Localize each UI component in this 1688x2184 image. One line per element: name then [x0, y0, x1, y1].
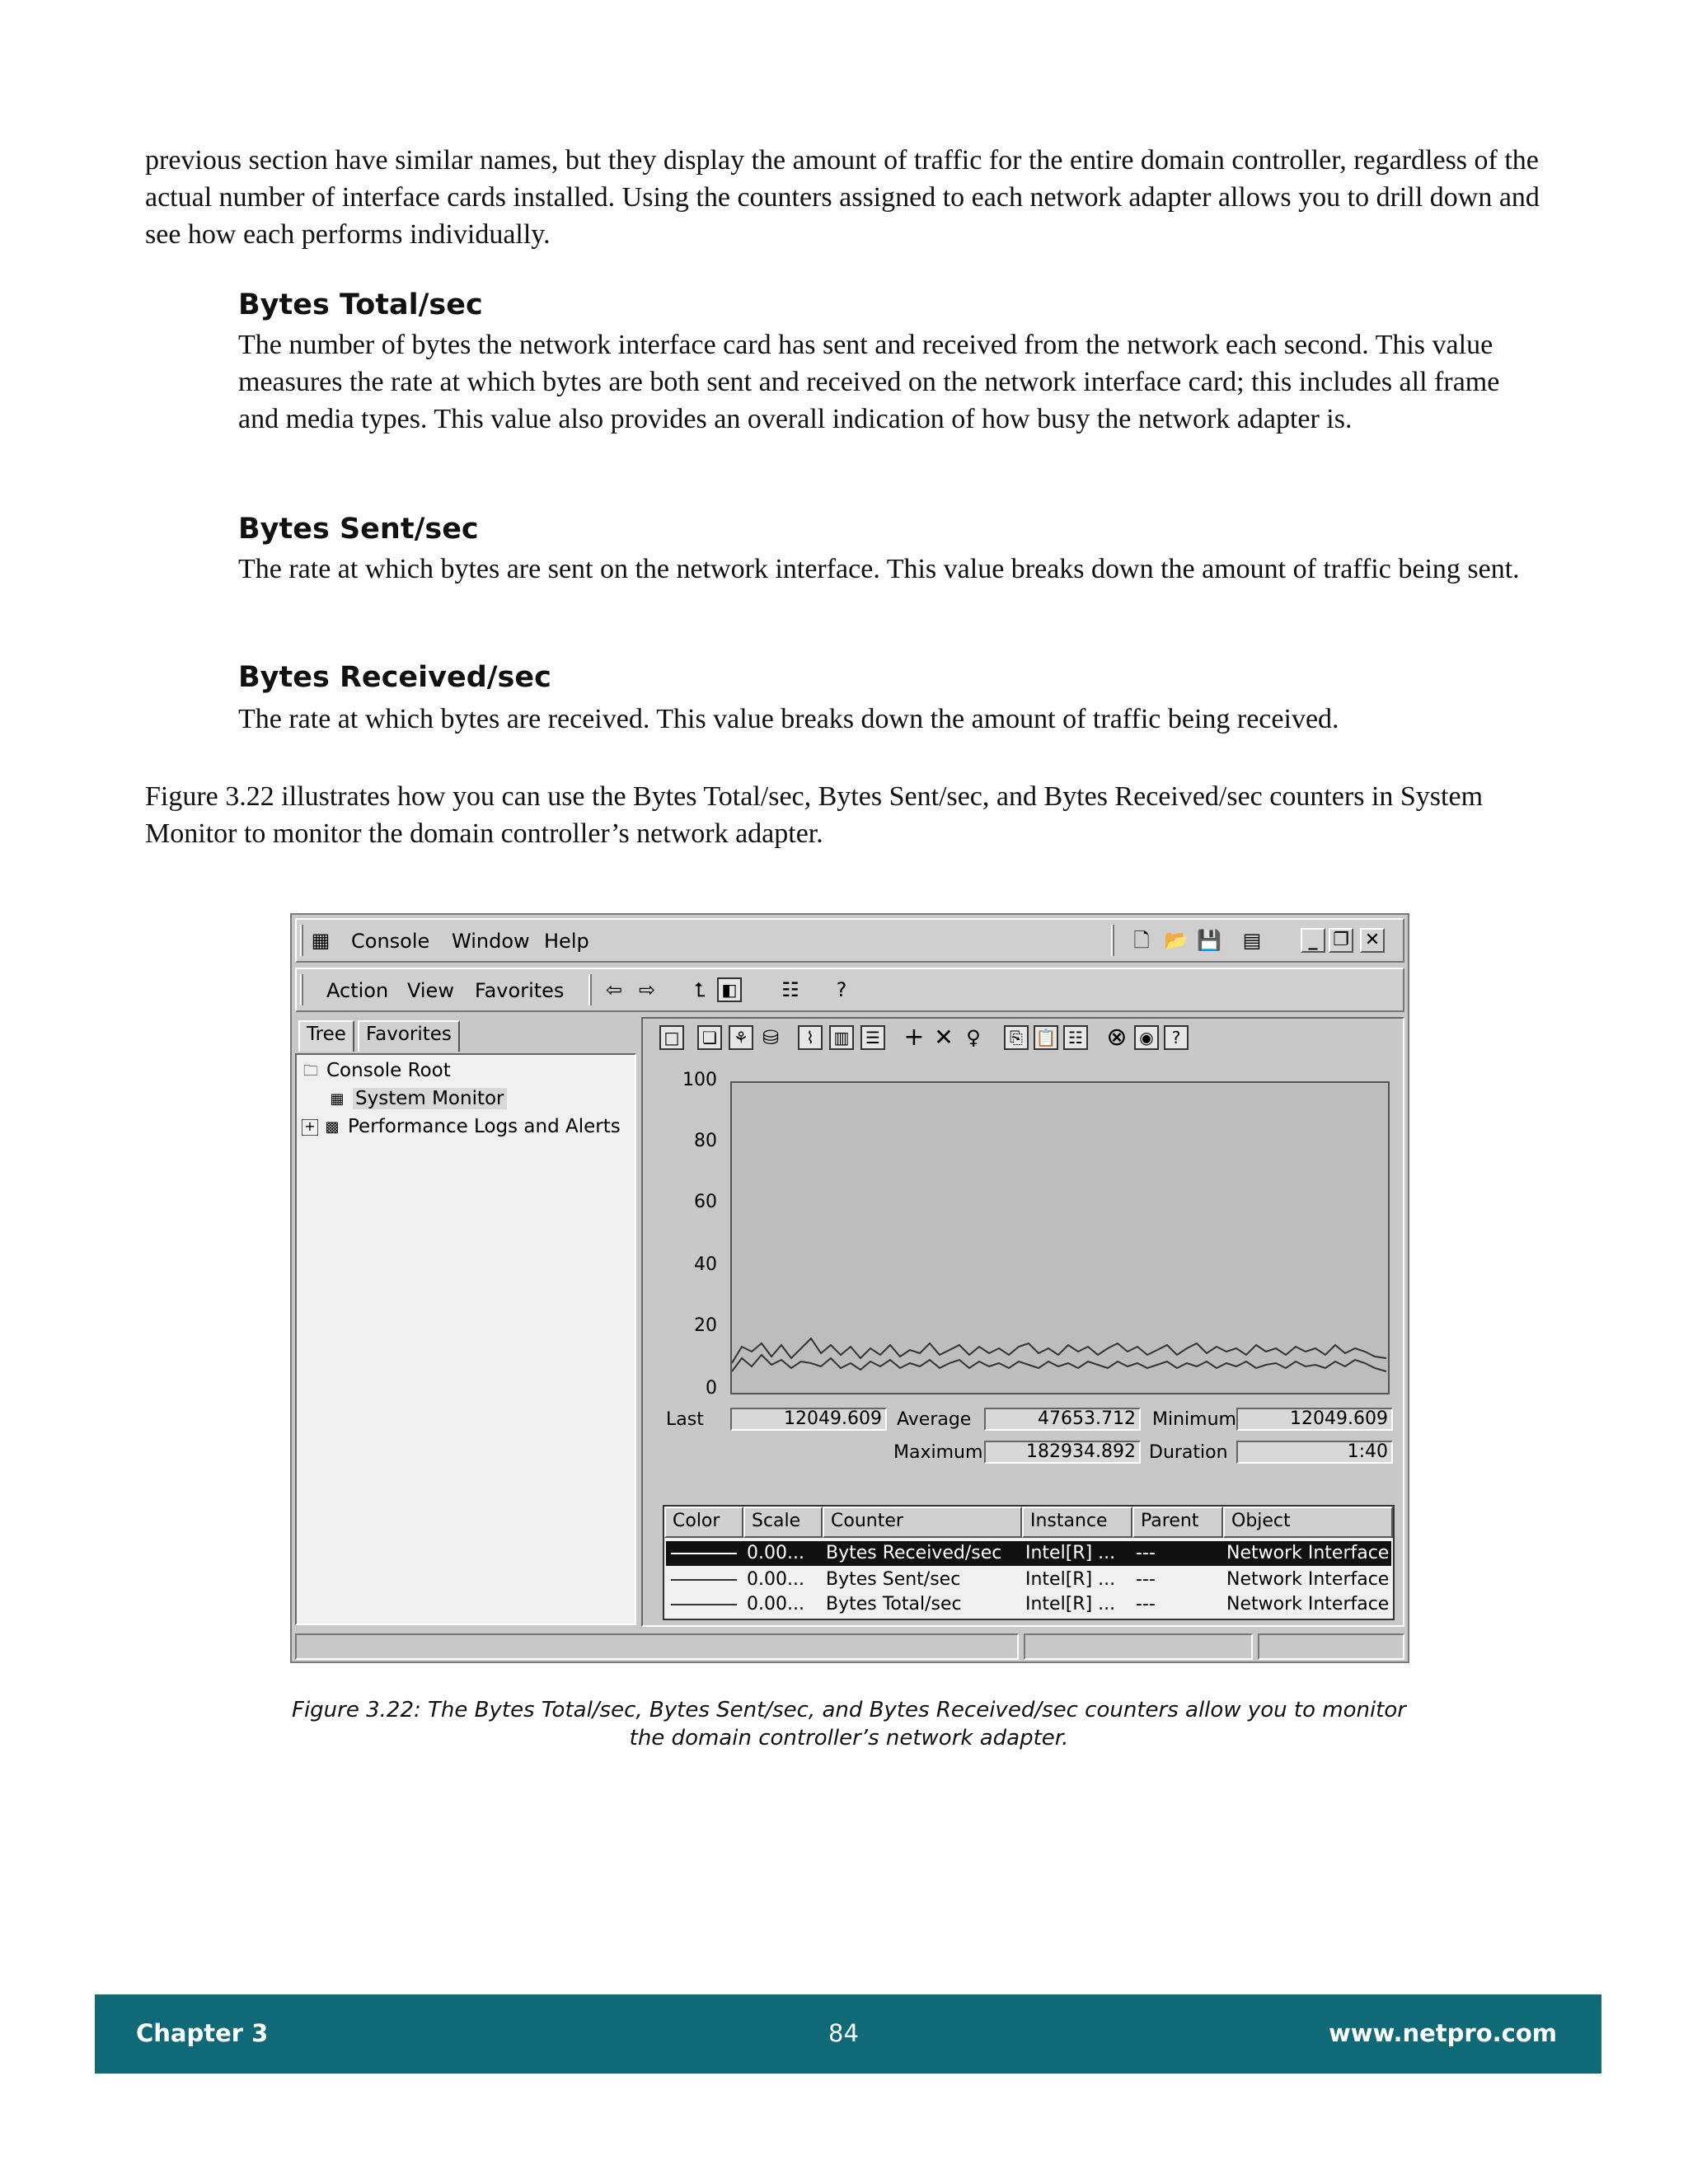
menu-help[interactable]: Help	[544, 930, 589, 953]
average-label: Average	[897, 1409, 972, 1430]
view-log-data-icon[interactable]: ⛁	[762, 1026, 780, 1049]
console-menubar	[295, 918, 1404, 963]
open-folder-icon[interactable]: 📂	[1164, 929, 1189, 952]
term-bytes-sent: Bytes Sent/sec	[238, 513, 479, 546]
toolbar-grip	[1111, 925, 1114, 956]
parent-cell: ---	[1136, 1543, 1156, 1563]
paste-counter-list-icon[interactable]: 📋	[1034, 1025, 1058, 1050]
graph-svg	[732, 1083, 1388, 1393]
counter-cell: Bytes Sent/sec	[826, 1569, 961, 1590]
system-monitor-screenshot	[290, 913, 1409, 1663]
last-label: Last	[666, 1409, 704, 1430]
maximum-value: 182934.892	[984, 1441, 1141, 1464]
counter-row-bytes-sent[interactable]	[666, 1568, 1391, 1592]
object-cell: Network Interface	[1226, 1569, 1390, 1590]
minimize-button[interactable]: _	[1301, 928, 1325, 953]
scale-cell: 0.00...	[747, 1594, 804, 1615]
y-tick-label: 60	[694, 1192, 717, 1212]
add-counter-icon[interactable]: +	[903, 1023, 925, 1052]
footer-chapter: Chapter 3	[136, 2019, 269, 2047]
back-arrow-icon[interactable]: ⇦	[605, 978, 623, 1001]
column-header-instance[interactable]: Instance	[1022, 1507, 1132, 1538]
instance-cell: Intel[R] ...	[1025, 1594, 1116, 1615]
toolbar-grip	[300, 925, 303, 956]
console-app-icon: ▦	[311, 929, 331, 952]
status-panel	[1024, 1633, 1253, 1660]
counter-cell: Bytes Received/sec	[826, 1543, 1002, 1563]
tree-node-system-monitor[interactable]: ▦ System Monitor	[326, 1088, 507, 1109]
minimum-value: 12049.609	[1236, 1408, 1393, 1431]
menu-console[interactable]: Console	[351, 930, 430, 953]
color-swatch	[671, 1579, 737, 1581]
y-tick-label: 100	[682, 1070, 717, 1090]
close-button[interactable]: ✕	[1360, 928, 1385, 953]
restore-button[interactable]: ❐	[1329, 928, 1353, 953]
figure-reference-paragraph: Figure 3.22 illustrates how you can use the Bytes Total/sec, Bytes Sent/sec, and Bytes Received/sec counters in System Monitor to monitor the domain controller’s network adapter.	[145, 781, 1484, 849]
up-one-level-icon[interactable]: ⮤	[693, 978, 706, 1001]
parent-cell: ---	[1136, 1594, 1156, 1615]
column-header-object[interactable]: Object	[1223, 1507, 1393, 1538]
counter-cell: Bytes Total/sec	[826, 1594, 962, 1615]
figure-caption	[288, 1696, 1409, 1752]
column-header-color[interactable]: Color	[664, 1507, 743, 1538]
view-report-icon[interactable]: ☰	[860, 1025, 885, 1050]
properties-icon[interactable]: ☷	[781, 978, 799, 1001]
highlight-icon[interactable]: ♀	[966, 1026, 981, 1049]
help-icon[interactable]: ?	[1164, 1025, 1189, 1050]
system-monitor-icon: ▦	[330, 1090, 345, 1108]
def-bytes-received: The rate at which bytes are received. This value breaks down the amount of traffic being received.	[238, 704, 1339, 734]
view-current-activity-icon[interactable]: ⚘	[729, 1025, 753, 1050]
column-header-counter[interactable]: Counter	[823, 1507, 1022, 1538]
view-histogram-icon[interactable]: ▥	[829, 1025, 854, 1050]
delete-counter-icon[interactable]: ✕	[934, 1024, 954, 1051]
maximum-label: Maximum	[893, 1442, 983, 1463]
duration-value: 1:40	[1236, 1441, 1393, 1464]
scale-cell: 0.00...	[747, 1543, 804, 1563]
menu-view[interactable]: View	[407, 979, 454, 1002]
def-bytes-sent: The rate at which bytes are sent on the network interface. This value breaks down the amount of traffic being sent.	[238, 554, 1520, 584]
instance-cell: Intel[R] ...	[1025, 1543, 1116, 1563]
toolbar-grip	[588, 974, 592, 1005]
page-footer	[95, 1994, 1601, 2074]
folder-icon: 🗀	[303, 1062, 318, 1080]
tab-favorites[interactable]: Favorites	[358, 1020, 460, 1052]
object-cell: Network Interface	[1226, 1543, 1390, 1563]
scale-cell: 0.00...	[747, 1569, 804, 1590]
last-value: 12049.609	[730, 1408, 887, 1431]
tree-pane	[295, 1017, 636, 1627]
forward-arrow-icon[interactable]: ⇨	[638, 978, 656, 1001]
tree-node-console-root[interactable]: 🗀 Console Root	[300, 1060, 451, 1081]
menu-window[interactable]: Window	[452, 930, 530, 953]
footer-website: www.netpro.com	[1328, 2019, 1557, 2047]
color-swatch	[671, 1604, 737, 1605]
y-tick-label: 40	[694, 1254, 717, 1275]
show-hide-tree-icon[interactable]: ◧	[717, 977, 742, 1002]
status-bar	[292, 1629, 1408, 1661]
column-header-scale[interactable]: Scale	[743, 1507, 823, 1538]
average-value: 47653.712	[984, 1408, 1141, 1431]
new-icon[interactable]: 🗋	[1133, 929, 1150, 952]
term-bytes-received: Bytes Received/sec	[238, 661, 551, 694]
menu-action[interactable]: Action	[326, 979, 389, 1002]
tree-node-performance-logs[interactable]: + ▩ Performance Logs and Alerts	[302, 1116, 621, 1137]
copy-properties-icon[interactable]: ⎘	[1004, 1025, 1029, 1050]
caption-line-1: Figure 3.22: The Bytes Total/sec, Bytes Sent/sec, and Bytes Received/sec counters allow you to monitor	[292, 1698, 1406, 1722]
series-line-bytes-sent	[732, 1355, 1386, 1371]
status-panel	[1258, 1633, 1404, 1660]
console-tree	[295, 1053, 636, 1625]
action-toolbar	[295, 968, 1404, 1012]
instance-cell: Intel[R] ...	[1025, 1569, 1116, 1590]
footer-page-number: 84	[828, 2019, 859, 2047]
clear-display-icon[interactable]: ❏	[697, 1025, 722, 1050]
counter-legend-list	[663, 1505, 1395, 1620]
column-header-parent[interactable]: Parent	[1132, 1507, 1223, 1538]
help-icon[interactable]: ?	[836, 978, 847, 1001]
save-icon[interactable]: 💾	[1197, 929, 1221, 952]
new-counter-set-icon[interactable]: □	[659, 1025, 684, 1050]
color-swatch	[671, 1553, 737, 1554]
counter-row-bytes-total[interactable]	[666, 1592, 1391, 1617]
y-tick-label: 80	[694, 1131, 717, 1151]
minimum-label: Minimum	[1152, 1409, 1236, 1430]
menu-favorites[interactable]: Favorites	[475, 979, 565, 1002]
status-panel	[295, 1633, 1019, 1660]
new-window-icon[interactable]: ▤	[1242, 929, 1262, 952]
intro-paragraph: previous section have similar names, but they display the amount of traffic for the entire domain controller, regardless of the actual number of interface cards installed. Using the counters assigned to each network adapter allows you to drill down and see how each performs individually.	[145, 145, 1540, 250]
caption-line-2: the domain controller’s network adapter.	[629, 1726, 1069, 1750]
y-tick-label: 20	[694, 1315, 717, 1336]
freeze-display-icon[interactable]: ⊗	[1106, 1023, 1128, 1052]
performance-graph	[730, 1081, 1390, 1394]
tab-tree[interactable]: Tree	[298, 1020, 354, 1052]
system-monitor-pane	[641, 1017, 1404, 1627]
properties-icon[interactable]: ☷	[1063, 1025, 1088, 1050]
y-tick-label: 0	[706, 1378, 717, 1399]
term-bytes-total: Bytes Total/sec	[238, 288, 483, 321]
def-bytes-total: The number of bytes the network interface card has sent and received from the network each second. This value measures the rate at which bytes are both sent and received on the network interface card; this includes all frame and media types. This value also provides an overall indication of how busy the network adapter is.	[238, 330, 1500, 434]
toolbar-grip	[300, 974, 303, 1005]
expand-icon[interactable]: +	[302, 1119, 318, 1136]
view-graph-icon[interactable]: ⌇	[798, 1025, 823, 1050]
logs-alerts-icon: ▩	[325, 1118, 340, 1136]
parent-cell: ---	[1136, 1569, 1156, 1590]
update-data-icon[interactable]: ◉	[1134, 1025, 1159, 1050]
duration-label: Duration	[1149, 1442, 1228, 1463]
counter-row-bytes-received[interactable]	[666, 1541, 1391, 1566]
object-cell: Network Interface	[1226, 1594, 1390, 1615]
